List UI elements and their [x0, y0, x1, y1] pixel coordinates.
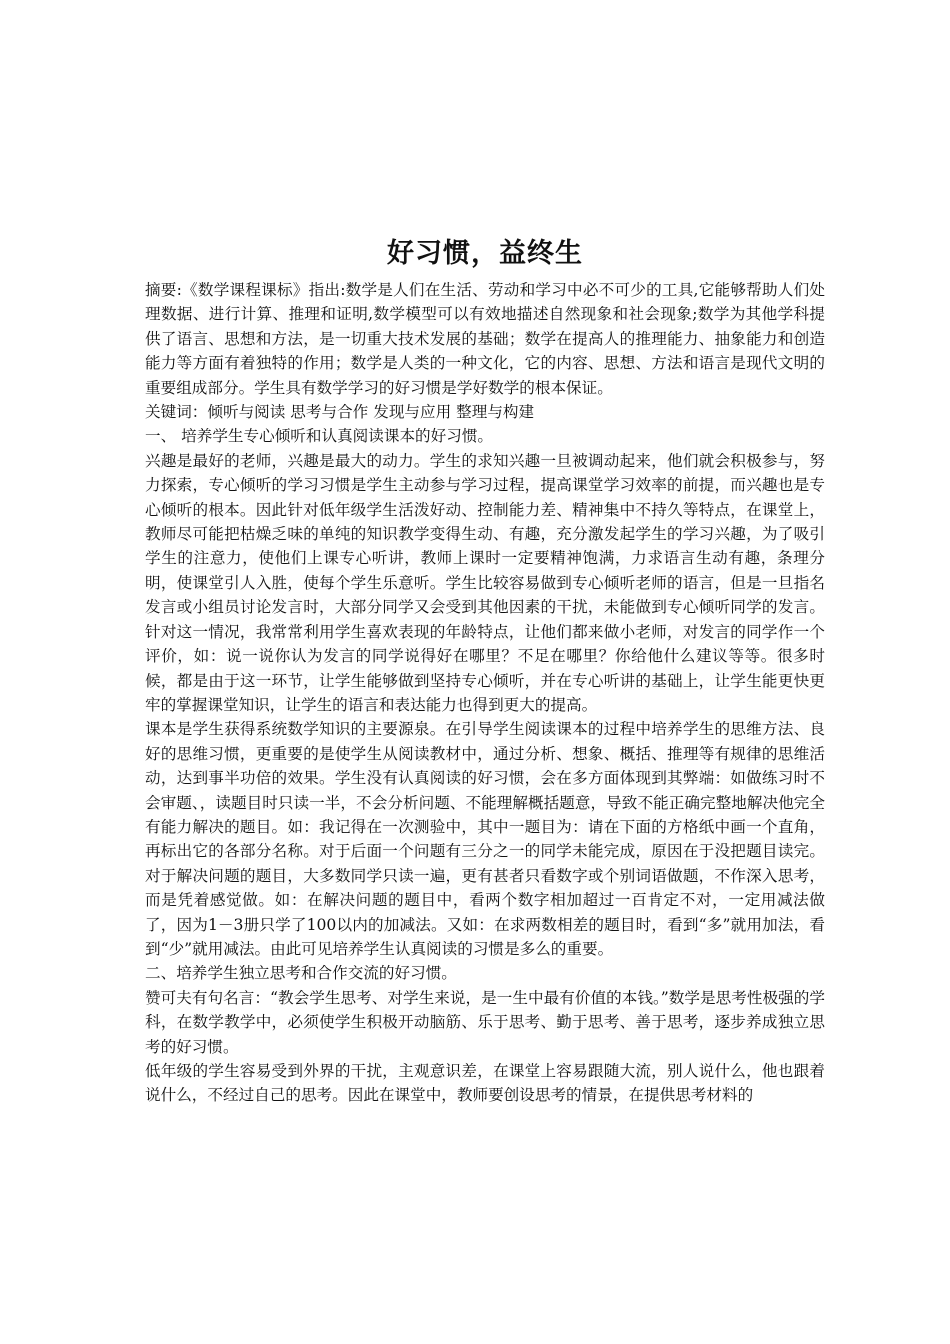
keywords-line: 关键词：倾听与阅读 思考与合作 发现与应用 整理与构建	[145, 403, 535, 422]
body-paragraph: 赞可夫有句名言：“教会学生思考、对学生来说，是一生中最有价值的本钱。”数学是思考性极强的学科，在数学教学中，必须使学生积极开动脑筋、乐于思考、勤于思考、善于思考，逐步养成独立思考的好习惯。	[145, 988, 825, 1056]
body-paragraph: 课本是学生获得系统数学知识的主要源泉。在引导学生阅读课本的过程中培养学生的思维方法、良好的思维习惯，更重要的是使学生从阅读教材中，通过分析、想象、概括、推理等有规律的思维活动，达到事半功倍的效果。学生没有认真阅读的好习惯，会在多方面体现到其弊端：如做练习时不会审题、，读题目时只读一半，不会分析问题、不能理解概括题意，导致不能正确完整地解决他完全有能力解决的题目。如：我记得在一次测验中，其中一题目为：请在下面的方格纸中画一个直角，再标出它的各部分名称。对于后面一个问题有三分之一的同学未能完成，原因在于没把题目读完。对于解决问题的题目，大多数同学只读一遍，更有甚者只看数字或个别词语做题，不作深入思考，而是凭着感觉做。如：在解决问题的题目中，看两个数字相加超过一百肯定不对，一定用减法做了，因为1－3册只学了100以内的加减法。又如：在求两数相差的题目时，看到“多”就用加法，看到“少”就用减法。由此可见培养学生认真阅读的习惯是多么的重要。	[145, 720, 825, 958]
body-paragraph: 低年级的学生容易受到外界的干扰，主观意识差，在课堂上容易跟随大流，别人说什么，他也跟着说什么，不经过自己的思考。因此在课堂中，教师要创设思考的情景，在提供思考材料的	[145, 1062, 825, 1105]
document-title: 好习惯，益终生	[387, 238, 583, 269]
body-paragraph: 兴趣是最好的老师，兴趣是最大的动力。学生的求知兴趣一旦被调动起来，他们就会积极参与，努力探索，专心倾听的学习习惯是学生主动参与学习过程，提高课堂学习效率的前提，而兴趣也是专心倾听的根本。因此针对低年级学生活泼好动、控制能力差、精神集中不持久等特点，在课堂上，教师尽可能把枯燥乏味的单纯的知识教学变得生动、有趣，充分激发起学生的学习兴趣，为了吸引学生的注意力，使他们上课专心听讲，教师上课时一定要精神饱满，力求语言生动有趣，条理分明，使课堂引人入胜，使每个学生乐意听。学生比较容易做到专心倾听老师的语言，但是一旦指名发言或小组员讨论发言时，大部分同学又会受到其他因素的干扰，未能做到专心倾听同学的发言。针对这一情况，我常常利用学生喜欢表现的年龄特点，让他们都来做小老师，对发言的同学作一个评价，如：说一说你认为发言的同学说得好在哪里？不足在哪里？你给他什么建议等等。很多时候，都是由于这一环节，让学生能够做到坚持专心倾听，并在专心听讲的基础上，让学生能更快更牢的掌握课堂知识，让学生的语言和表达能力也得到更大的提高。	[145, 451, 825, 714]
section-heading-1: 一、 培养学生专心倾听和认真阅读课本的好习惯。	[145, 427, 494, 446]
document-page	[145, 232, 825, 1108]
section-heading-2: 二、培养学生独立思考和合作交流的好习惯。	[145, 964, 457, 983]
abstract-paragraph: 摘要:《数学课程课标》指出:数学是人们在生活、劳动和学习中必不可少的工具,它能够帮助人们处理数据、进行计算、推理和证明,数学模型可以有效地描述自然现象和社会现象;数学为其他学科提供了语言、思想和方法，是一切重大技术发展的基础；数学在提高人的推理能力、抽象能力和创造能力等方面有着独特的作用；数学是人类的一种文化，它的内容、思想、方法和语言是现代文明的重要组成部分。学生具有数学学习的好习惯是学好数学的根本保证。	[145, 281, 825, 397]
